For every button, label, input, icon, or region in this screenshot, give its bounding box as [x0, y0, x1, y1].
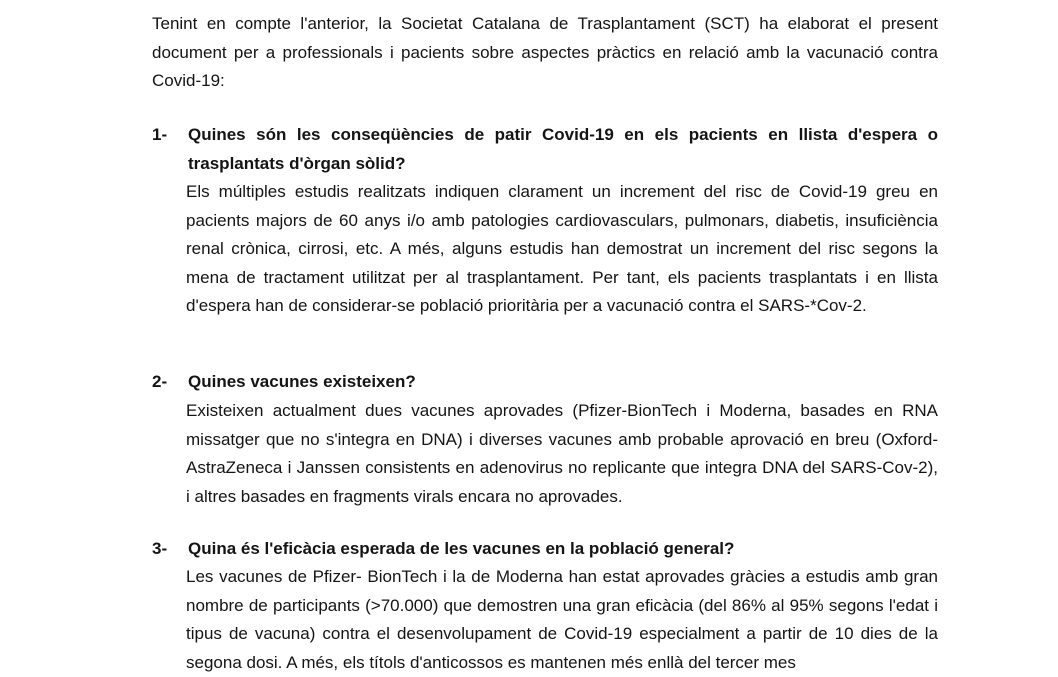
question-title: Quines són les conseqüències de patir Covid-19 en els pacients en llista d'espera o trasplantats d'òrgan sòlid?	[188, 125, 938, 173]
answer-paragraph: Els múltiples estudis realitzats indiquen clarament un increment del risc de Covid-19 greu en pacients majors de 60 anys i/o amb patologies cardiovasculars, pulmonars, diabetis, insuficiència renal crònica, cirrosi, etc. A més, alguns estudis han demostrat un increment del risc segons la mena de tractament utilitzat per al trasplantament. Per tant, els pacients trasplantats i en llista d'espera han de considerar-se població prioritària per a vacunació contra el SARS-*Cov-2.	[186, 182, 938, 315]
question-title: Quines vacunes existeixen?	[188, 372, 416, 391]
question-number: 1-	[152, 125, 168, 144]
answer-paragraph: Les vacunes de Pfizer- BionTech i la de Moderna han estat aprovades gràcies a estudis amb gran nombre de participants (>70.000) que demostren una gran eficàcia (del 86% al 95% segons l'edat i tipus de vacuna) contra el desenvolupament de Covid-19 especialment a partir de 10 dies de la segona dosi. A més, els títols d'anticossos es mantenen més enllà del tercer mes	[186, 567, 938, 672]
question-number: 2-	[152, 372, 168, 391]
answer-paragraph: Existeixen actualment dues vacunes aprovades (Pfizer-BionTech i Moderna, basades en RNA missatger que no s'integra en DNA) i diverses vacunes amb probable aprovació en breu (Oxford-AstraZeneca i Janssen consistents en adenovirus no replicante que integra DNA del SARS-Cov-2), i altres basades en fragments virals encara no aprovades.	[186, 401, 938, 506]
intro-paragraph: Tenint en compte l'anterior, la Societat Catalana de Trasplantament (SCT) ha elaborat el present document per a professionals i pacients sobre aspectes pràctics en relació amb la vacunació contra Covid-19:	[152, 14, 938, 90]
question-title: Quina és l'eficàcia esperada de les vacunes en la població general?	[188, 539, 735, 558]
question-number: 3-	[152, 539, 168, 558]
